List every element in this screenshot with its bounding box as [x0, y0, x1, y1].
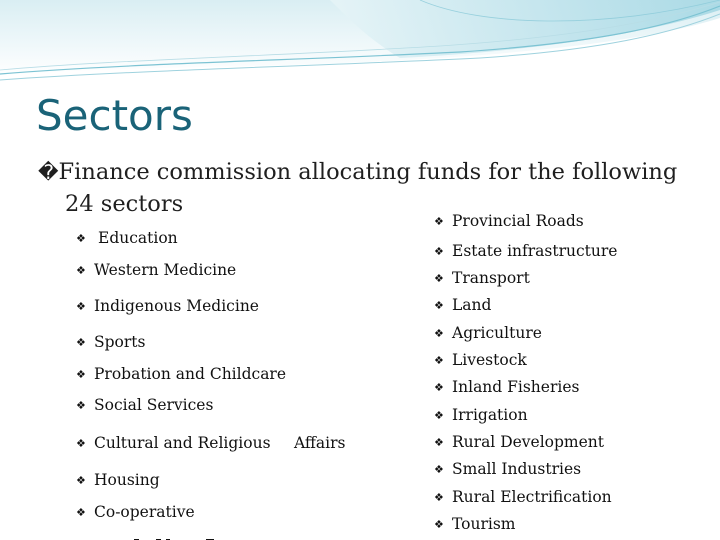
list-item-label: Rural Development — [452, 433, 605, 451]
list-item — [76, 395, 213, 416]
slide-title: Sectors — [36, 91, 193, 140]
diamond-bullet-icon: ❖ — [76, 264, 86, 277]
list-item-label: Land — [452, 296, 492, 314]
diamond-bullet-icon: ❖ — [76, 368, 86, 381]
diamond-bullet-icon: ❖ — [434, 215, 444, 228]
list-item — [434, 295, 491, 316]
list-item-label: Housing — [94, 471, 160, 489]
diamond-bullet-icon: ❖ — [434, 299, 444, 312]
list-item-label: Inland Fisheries — [452, 378, 580, 396]
diamond-bullet-icon: ❖ — [434, 354, 444, 367]
diamond-bullet-icon: ❖ — [434, 436, 444, 449]
diamond-bullet-icon: ❖ — [76, 474, 86, 487]
list-item — [76, 260, 236, 281]
header-wave-decoration — [0, 0, 720, 90]
list-item-label: Estate infrastructure — [452, 242, 618, 260]
diamond-bullet-icon: ❖ — [434, 409, 444, 422]
list-item — [434, 459, 581, 480]
cutoff-list-item — [76, 534, 276, 540]
list-item-label: Education — [98, 229, 178, 247]
diamond-bullet-icon: ❖ — [434, 381, 444, 394]
intro-line-1 — [38, 156, 698, 188]
diamond-bullet-icon: ❖ — [434, 327, 444, 340]
list-item-label: Western Medicine — [94, 261, 237, 279]
diamond-bullet-icon: ❖ — [76, 399, 86, 412]
list-item — [434, 268, 530, 289]
diamond-bullet-icon: ❖ — [434, 463, 444, 476]
list-item — [76, 470, 160, 491]
list-item-label: Agriculture — [452, 324, 542, 342]
intro-line-1-text: Finance commission allocating funds for the following — [58, 159, 678, 185]
diamond-bullet-icon: ❖ — [76, 336, 86, 349]
list-item-label: Small Industries — [452, 460, 582, 478]
list-item-label: Irrigation — [452, 406, 528, 424]
diamond-bullet-icon: ❖ — [76, 232, 86, 245]
list-item-label-suffix: Affairs — [294, 434, 346, 452]
list-item — [434, 514, 515, 535]
list-item-label: Provincial Roads — [452, 212, 584, 230]
list-item-label: Transport — [452, 269, 530, 287]
list-item-label: Livestock — [452, 351, 527, 369]
list-item-label: Co-operative — [94, 503, 195, 521]
diamond-bullet-icon: ❖ — [434, 245, 444, 258]
list-item — [76, 296, 259, 317]
list-item — [434, 432, 604, 453]
intro-bullet-text — [38, 156, 698, 220]
list-item — [76, 364, 286, 385]
list-item — [434, 241, 617, 262]
diamond-bullet-icon: ❖ — [76, 300, 86, 313]
diamond-bullet-icon: ❖ — [434, 272, 444, 285]
list-item-label: Probation and Childcare — [94, 365, 287, 383]
list-item-label: Sports — [94, 333, 146, 351]
list-item — [434, 487, 612, 508]
list-item — [76, 228, 178, 249]
list-item — [434, 211, 584, 232]
intro-line-2: 24 sectors — [65, 191, 184, 217]
list-item-label: Rural Electrification — [452, 488, 612, 506]
list-item — [76, 502, 195, 523]
list-item — [434, 377, 579, 398]
list-item-label: Tourism — [452, 515, 516, 533]
list-item — [434, 350, 527, 371]
intro-bullet-icon: � — [38, 160, 59, 184]
diamond-bullet-icon: ❖ — [76, 437, 86, 450]
list-item — [434, 323, 542, 344]
list-item — [76, 332, 145, 353]
list-item — [76, 433, 271, 454]
diamond-bullet-icon: ❖ — [434, 491, 444, 504]
diamond-bullet-icon: ❖ — [76, 506, 86, 519]
diamond-bullet-icon: ❖ — [434, 518, 444, 531]
list-item — [434, 405, 528, 426]
list-item-label: Cultural and Religious — [94, 434, 271, 452]
list-item-label: Indigenous Medicine — [94, 297, 259, 315]
list-item-label: Social Services — [94, 396, 214, 414]
